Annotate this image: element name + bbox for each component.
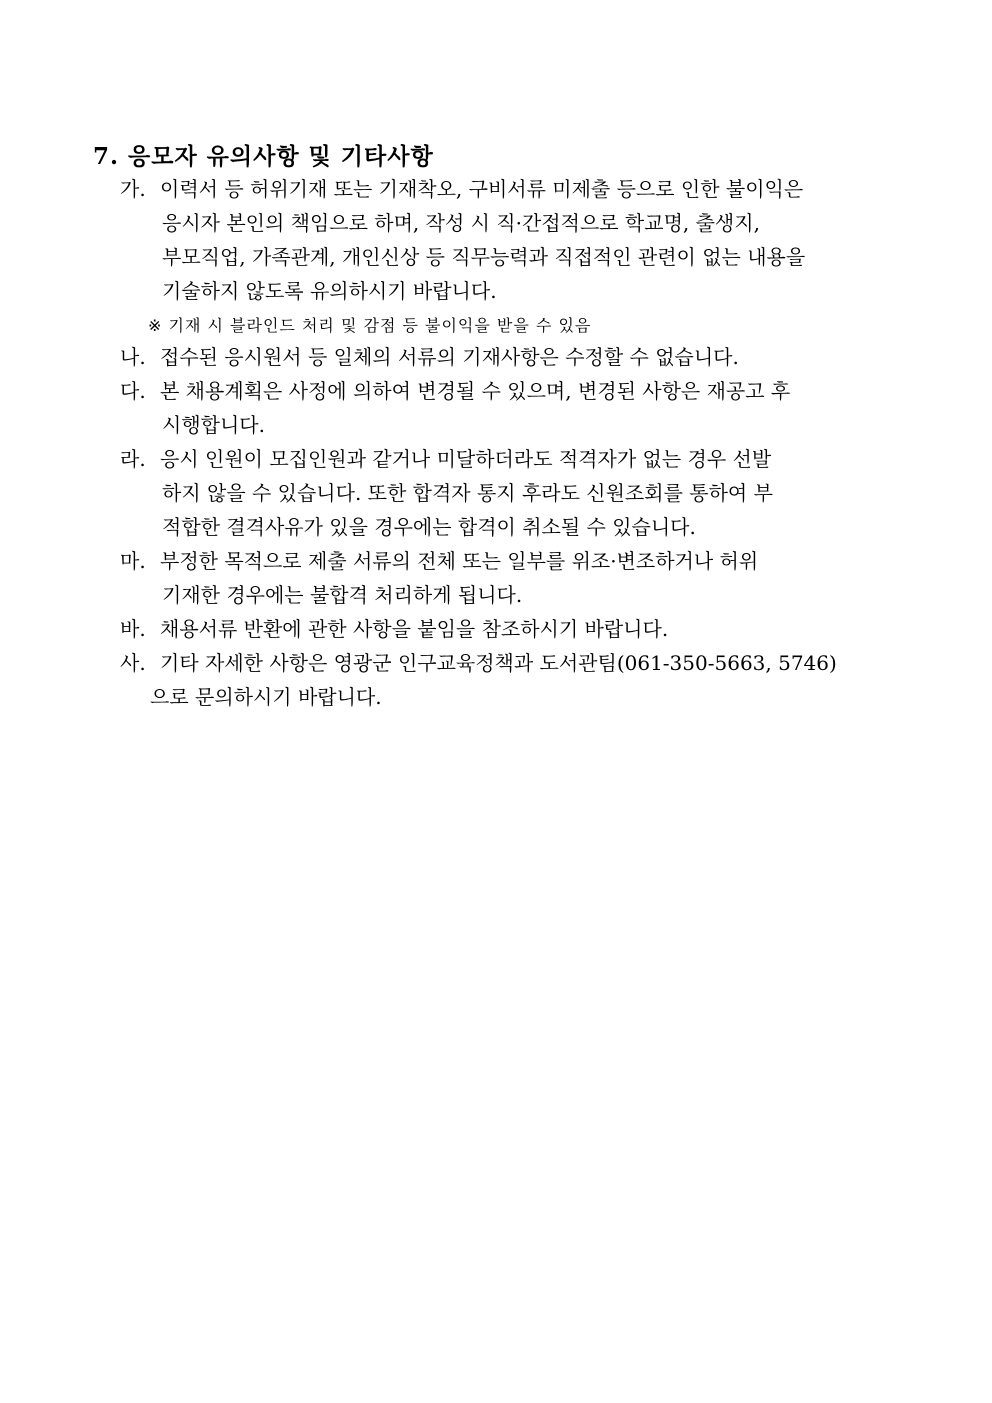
- item-text-line: 기재한 경우에는 불합격 처리하게 됩니다.: [162, 583, 523, 607]
- item-text-line: 응시 인원이 모집인원과 같거나 미달하더라도 적격자가 없는 경우 선발: [160, 447, 772, 471]
- item-text-line: 부정한 목적으로 제출 서류의 전체 또는 일부를 위조·변조하거나 허위: [160, 549, 759, 573]
- item-text-line: 기타 자세한 사항은 영광군 인구교육정책과 도서관팀(061-350-5663, 5746): [160, 651, 837, 675]
- item-text-line: 적합한 결격사유가 있을 경우에는 합격이 취소될 수 있습니다.: [162, 515, 696, 539]
- item-marker: 바.: [120, 617, 146, 641]
- item-marker: 사.: [120, 651, 146, 675]
- item-text-line: 부모직업, 가족관계, 개인신상 등 직무능력과 직접적인 관련이 없는 내용을: [162, 245, 806, 269]
- notice-item-ma: [120, 544, 900, 612]
- item-marker: 마.: [120, 549, 146, 573]
- item-text-line: 시행합니다.: [162, 413, 265, 437]
- notice-item-ga: [120, 172, 900, 308]
- item-marker: 가.: [120, 177, 146, 201]
- item-text-line: 본 채용계획은 사정에 의하여 변경될 수 있으며, 변경된 사항은 재공고 후: [160, 379, 791, 403]
- notice-item-ba: [120, 612, 900, 646]
- item-text-line: 기술하지 않도록 유의하시기 바랍니다.: [162, 279, 497, 303]
- item-text-line: 접수된 응시원서 등 일체의 서류의 기재사항은 수정할 수 없습니다.: [160, 345, 739, 369]
- item-marker: 라.: [120, 447, 146, 471]
- item-marker: 다.: [120, 379, 146, 403]
- notice-item-da: [120, 374, 900, 442]
- item-text-line: 으로 문의하시기 바랍니다.: [150, 685, 382, 709]
- blind-processing-note: ※ 기재 시 블라인드 처리 및 감점 등 불이익을 받을 수 있음: [148, 316, 592, 335]
- section-title: 7. 응모자 유의사항 및 기타사항: [93, 143, 434, 170]
- notice-item-ra: [120, 442, 900, 544]
- item-marker: 나.: [120, 345, 146, 369]
- item-text-line: 하지 않을 수 있습니다. 또한 합격자 통지 후라도 신원조회를 통하여 부: [162, 481, 773, 505]
- item-text-line: 이력서 등 허위기재 또는 기재착오, 구비서류 미제출 등으로 인한 불이익은: [160, 177, 804, 201]
- item-text-line: 채용서류 반환에 관한 사항을 붙임을 참조하시기 바랍니다.: [160, 617, 669, 641]
- item-text-line: 응시자 본인의 책임으로 하며, 작성 시 직·간접적으로 학교명, 출생지,: [162, 211, 760, 235]
- notice-item-sa: [120, 646, 900, 714]
- notice-item-na: [120, 340, 900, 374]
